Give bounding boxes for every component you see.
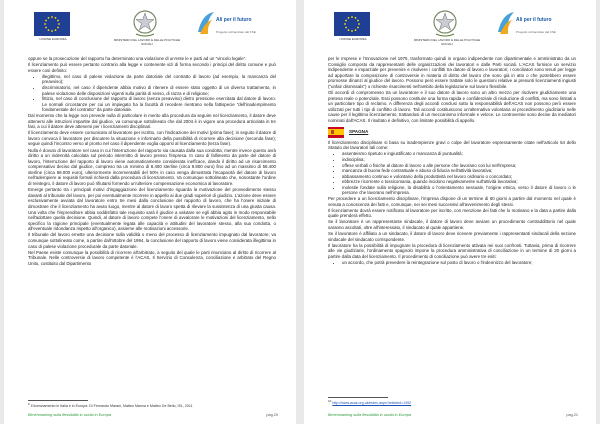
paragraph: Se il lavoratore è un rappresentante sindacale, il datore di lavoro deve avviare un procedimento contraddittorio nel quale saranno ascoltati, oltre all'interessato, il sindacato al quale appartiene. — [328, 219, 576, 231]
footnote-number: 10 — [328, 399, 332, 403]
footnote-rule — [328, 397, 388, 398]
bullet-list — [28, 74, 276, 113]
paragraph: Il lavoratore ha la possibilità di impugnare la procedura di licenziamento attivata nei suoi confronti. Tuttavia, prima di ricorrere alle vie giudiziarie, l'ordinamento spagnolo impone la procedura amministrativa di conciliazione in un termine di 20 giorni a partire dalla data del licenziamento. Il procedimento di conciliazione può avere tre esiti: — [328, 242, 576, 259]
wing-logo-icon — [196, 10, 216, 36]
page-number: pag.21 — [566, 413, 578, 417]
list-item: • mancanza di buona fede contrattuale e abuso di fiducia nell'attività lavorativa; — [342, 168, 576, 174]
paragraph: Il licenziamento deve essere comunicato al lavoratore per iscritto, con l'indicazione dei motivi (prima fase); in seguito il datore di lavoro convoca il lavoratore per discutere la situazione e informarlo della possibilità di ricorrere alla decisione (seconda fase); segue quindi l'incontro verso al pronto nel caso il dipendente voglia opporsi al licenziamento (terza fase). — [28, 130, 276, 147]
section-title: SPAGNA — [349, 129, 369, 135]
list-item: • assenteismo ripetuto e ingiustificato o mancanza di puntualità; — [342, 151, 576, 157]
paragraph: Se il lavoratore è affiliato a un sindacato, il datore di lavoro deve ricevere previamente i rappresentanti sindacali della sezione sindacale del sindacato corrispondente. — [328, 231, 576, 242]
list-item: • offese verbali o fisiche al datore di lavoro o alle persone che lavorano con lui nell'impresa; — [342, 163, 576, 169]
page-number: pag.20 — [266, 413, 278, 417]
footnote — [328, 399, 578, 405]
paragraph: Il licenziamento può essere pertanto contrario alla legge e contenente vizi di forma secondo i principi del diritto comune e può essere così definito: — [28, 62, 276, 73]
project-logo — [196, 10, 276, 42]
section-heading — [328, 127, 576, 138]
spain-flag-icon — [328, 127, 344, 138]
list-item: • fittizio, nel caso di conclusione del rapporto di lavoro (senza preavviso) dietro pressione esercitata dal datore di lavoro. Le normali circostanze per cui un impiegato ha la facoltà di recedere rientrano nella fattispecie "dell'inadempimento fondamentale del contratto" da parte datoriale. — [42, 96, 276, 113]
ministry-caption: MINISTERO DEL LAVORO E DELLE POLITICHE SOCIALI — [413, 38, 481, 46]
ministry-caption: MINISTERO DEL LAVORO E DELLE POLITICHE SOCIALI — [113, 38, 181, 46]
eu-flag-icon — [34, 12, 70, 36]
eu-caption: UNIONE EUROPEA — [39, 37, 67, 41]
italian-emblem-icon — [132, 8, 158, 38]
page-header — [304, 0, 596, 52]
paragraph: Il tribunale del lavoro emette una decisione sulla validità o meno del processo di licenziamento impugnato dal lavoratore; va comunque sottolineato come, a partire dall'ottobre del 1994, la conclusione del rapporto di lavoro viene considerata illegittima in caso di palese violazione procedurale da parte datoriale. — [28, 232, 276, 249]
page-header — [4, 0, 296, 52]
page-body — [28, 56, 276, 267]
list-item: • molestie fondate sulla religione, la disabilità o l'orientamento sessuale, l'origine etnica, verso il datore di lavoro o le persone che lavorano nell'impresa. — [342, 185, 576, 196]
paragraph: Emerge pertanto tra i principali motivi d'ingaggiazione del licenziamento riguarda la motivazione del provvedimento stesso davanti al tribunale del lavoro, per poi eventualmente ricorrere in appello ai due gradi superiori di giudizio. L'azione deve essere esclusivamente avviata dal lavoratore entro tre mesi dalla conclusione del rapporto di lavoro, che ha l'onere iniziale di dimostrare che il licenziamento ha avuto luogo, mentre al datore di lavoro spetta di rilevare la sussistenza di una giusta causa. Una volta che l'imprenditore abbia soddisfatto tale requisito sarà il giudice a valutare se egli abbia agito in modo responsabile nell'adottare quella decisione. Quindi, al datore di lavoro compete l'onere di avvalorare le motivazioni del licenziamento, nello specifico la ragione principale (eventualmente legata alle capacità e attitudini del lavoratore stesso, alla sua condotta, o all'eventuale ridondanza rispetto all'organico), assieme alle motivazioni accessorie. — [28, 187, 276, 232]
paragraph: per le Imprese e l'Innovazione nel 1975, trasformato quindi in organo indipendente non dipartimentale e amministrato da un Consiglio composto da rappresentanti delle organizzazioni dei lavoratori e dalle Parti sociali. L'ACAS fornisce un servizio indipendente e imparziale per prevenire e risolvere i conflitti tra datore di lavoro e lavoratori; i conciliatori sono tenuti per legge ad apportare la composizione di controversie in materia di diritto del lavoro che sono già in atto o che potrebbero essere promosse dinanzi al giudice del lavoro. Possono però essere trattate solo le questioni relative ai presunti licenziamenti ingiusti ("unfair dismissals") o richieste risarcimenti nell'ambito della legislazione sul lavoro flessibile. — [328, 56, 576, 89]
logo-title: Ali per il futuro — [516, 17, 552, 23]
footer-title: Benchmarking sulla flessibilità in uscita in Europa — [328, 413, 411, 417]
paragraph: Dal momento che la legge non prevede nulla di particolare in merito alla procedura da seguire nel licenziamento, il datore deve attenersi alle istruzioni impartite dal giudice, va comunque sottolineato che dal 2004 è in vigore una procedura articolata in tre fasi, a cui il datore deve attenersi per i licenziamenti disciplinari. — [28, 112, 276, 130]
logo-subtitle: Progetto cofinanziato dal FSE — [216, 30, 256, 34]
project-logo — [496, 10, 576, 42]
list-item: • illegittimo, nel caso di palese violazione da parte datoriale del contratto di lavoro (ad esempio, la mancanza del preavviso); — [42, 74, 276, 85]
footnote-rule — [28, 400, 88, 401]
footnote-number: 9 — [28, 402, 30, 406]
paragraph: Nel Paese esiste comunque la possibilità di ricorrere all'arbitrato, a seguito del quale le parti rinunciano al diritto di ricorrere al Tribunale. Nelle controversie di lavoro competente è l'ACAS, Il Servizio di Consulenza, conciliazione e arbitrato del Regno Unito, costituito dal Dipartimento — [28, 249, 276, 266]
footnote-link[interactable]: http://www.acas.org.uk/index.aspx?articleid=1392 — [332, 401, 412, 406]
document-page-right — [304, 0, 596, 424]
paragraph: Il licenziamento disciplinare si basa su inadempienze gravi o colpe del lavoratore espressamente citate nell'articolo 54 dello Statuto dei lavoratori tali come: — [328, 139, 576, 151]
paragraph: Per procedere a un licenziamento disciplinare, l'impresa dispone di un termine di 60 giorni a partire dal momento nel quale è venuta a conoscenza dei fatti e, comunque, nei sei mesi successivi all'avvenimento degli stessi. — [328, 196, 576, 207]
logo-title: Ali per il futuro — [216, 17, 252, 23]
footnote-text: Il licenziamento in Italia e in Europa. Di Fernando Marani, Matteo Manna e Matteo De Bello, ISL, 2011 — [30, 404, 193, 409]
footer-title: Benchmarking sulla flessibilità in uscita in Europa — [28, 413, 111, 417]
list-item: • discriminatorio, nel caso il dipendente abbia motivo di ritenere di essere stato oggetto di un diverso trattamento, in palese violazione delle disposizioni vigenti sulla parità di sesso, di razza e di religione; — [42, 85, 276, 96]
paragraph: Nulla è dovuto di lavoratore nel caso in cui l'interruzione del rapporto sia causata dalla sua condotta, mentre invece questo avrà diritto a un indennità calcolata sul periodo intermitto di lavoro presso l'impresa. In caso di fallimento da parte del datore di lavoro, l'interruzione del rapporto di lavoro viene automaticamente considerata ineffcace, dando il diritto ad un risarcimento compensativo deciso dal giudice, compreso tra un minimo di 8.400 sterline (circa 9.800 euro) fino ad un massimo di 58.400 sterline (circa 68.000 euro), ulteriormente incrementabili del 50% in caso venga dimostrata l'incapacità del datore di lavoro nell'adempiere ai requisiti formali richiesti dalla procedura di licenziamento. Va comunque sottolineato che, nonostante l'ordine di reintegro, il datore di lavoro può rifiutarsi fornendo un'ulteriore compensazione economica al lavoratore. — [28, 147, 276, 187]
italian-emblem-icon — [432, 8, 458, 38]
list-item: • indisciplina; — [342, 157, 576, 163]
paragraph: oppure se la prosecuzione del rapporto ha determinato una violazione di un'ente le e parti ad un "vincolo legale". — [28, 56, 247, 61]
paragraph: Il licenziamento dovrà essere notificato al lavoratore per iscritto, con menzione dei fatti che lo motivano e la data a partire dalla quale prenderà effetto. — [328, 207, 576, 219]
list-item: • abbassamento continuo e volontario della produttività nel lavoro ordinario o concordato; — [342, 174, 576, 180]
document-page-left — [4, 0, 296, 424]
list-item: • ebbrezze ricorrente o tossicomania, quando incidono negativamente sull'attività lavorativa; — [342, 179, 576, 185]
bullet-list — [328, 151, 576, 196]
footnote — [28, 402, 278, 408]
eu-caption: UNIONE EUROPEA — [339, 37, 367, 41]
bullet-list — [328, 260, 576, 266]
wing-logo-icon — [496, 10, 516, 36]
list-item: • un accordo, che potrà prevedere la reintegrazione sul posto di lavoro o l'indennizzo del lavoratore; — [342, 260, 576, 266]
page-body — [328, 56, 576, 266]
logo-subtitle: Progetto cofinanziato dal FSE — [516, 30, 556, 34]
eu-flag-icon — [334, 12, 370, 36]
paragraph: Gli accordi di compromesso tra un lavoratore e il suo datore di lavoro sono un altro mezzo per risolvere giudiziamente una pretesa reale o potenziale. Essi possono costituire una forma rapida e confidenziale di risoluzione di conflitti, ma sono limitati a un particolare tipo di reclamo. A differenza degli accordi conclusi sotto la responsabilità dell'ACAS non possono però essere utilizzati per tutti i tipi di conflitto di lavoro. Tali accordi costituiscono un'alternativa volontaria al procedimento giudiziario nelle cause per il legittimo licenziamento, trattandosi di un meccanismo informale e veloce. Le controversie sono decise da mediatori nominati dall'ACAS. Il risultato è definitivo, con limitate possibilità di appello. — [328, 90, 576, 124]
